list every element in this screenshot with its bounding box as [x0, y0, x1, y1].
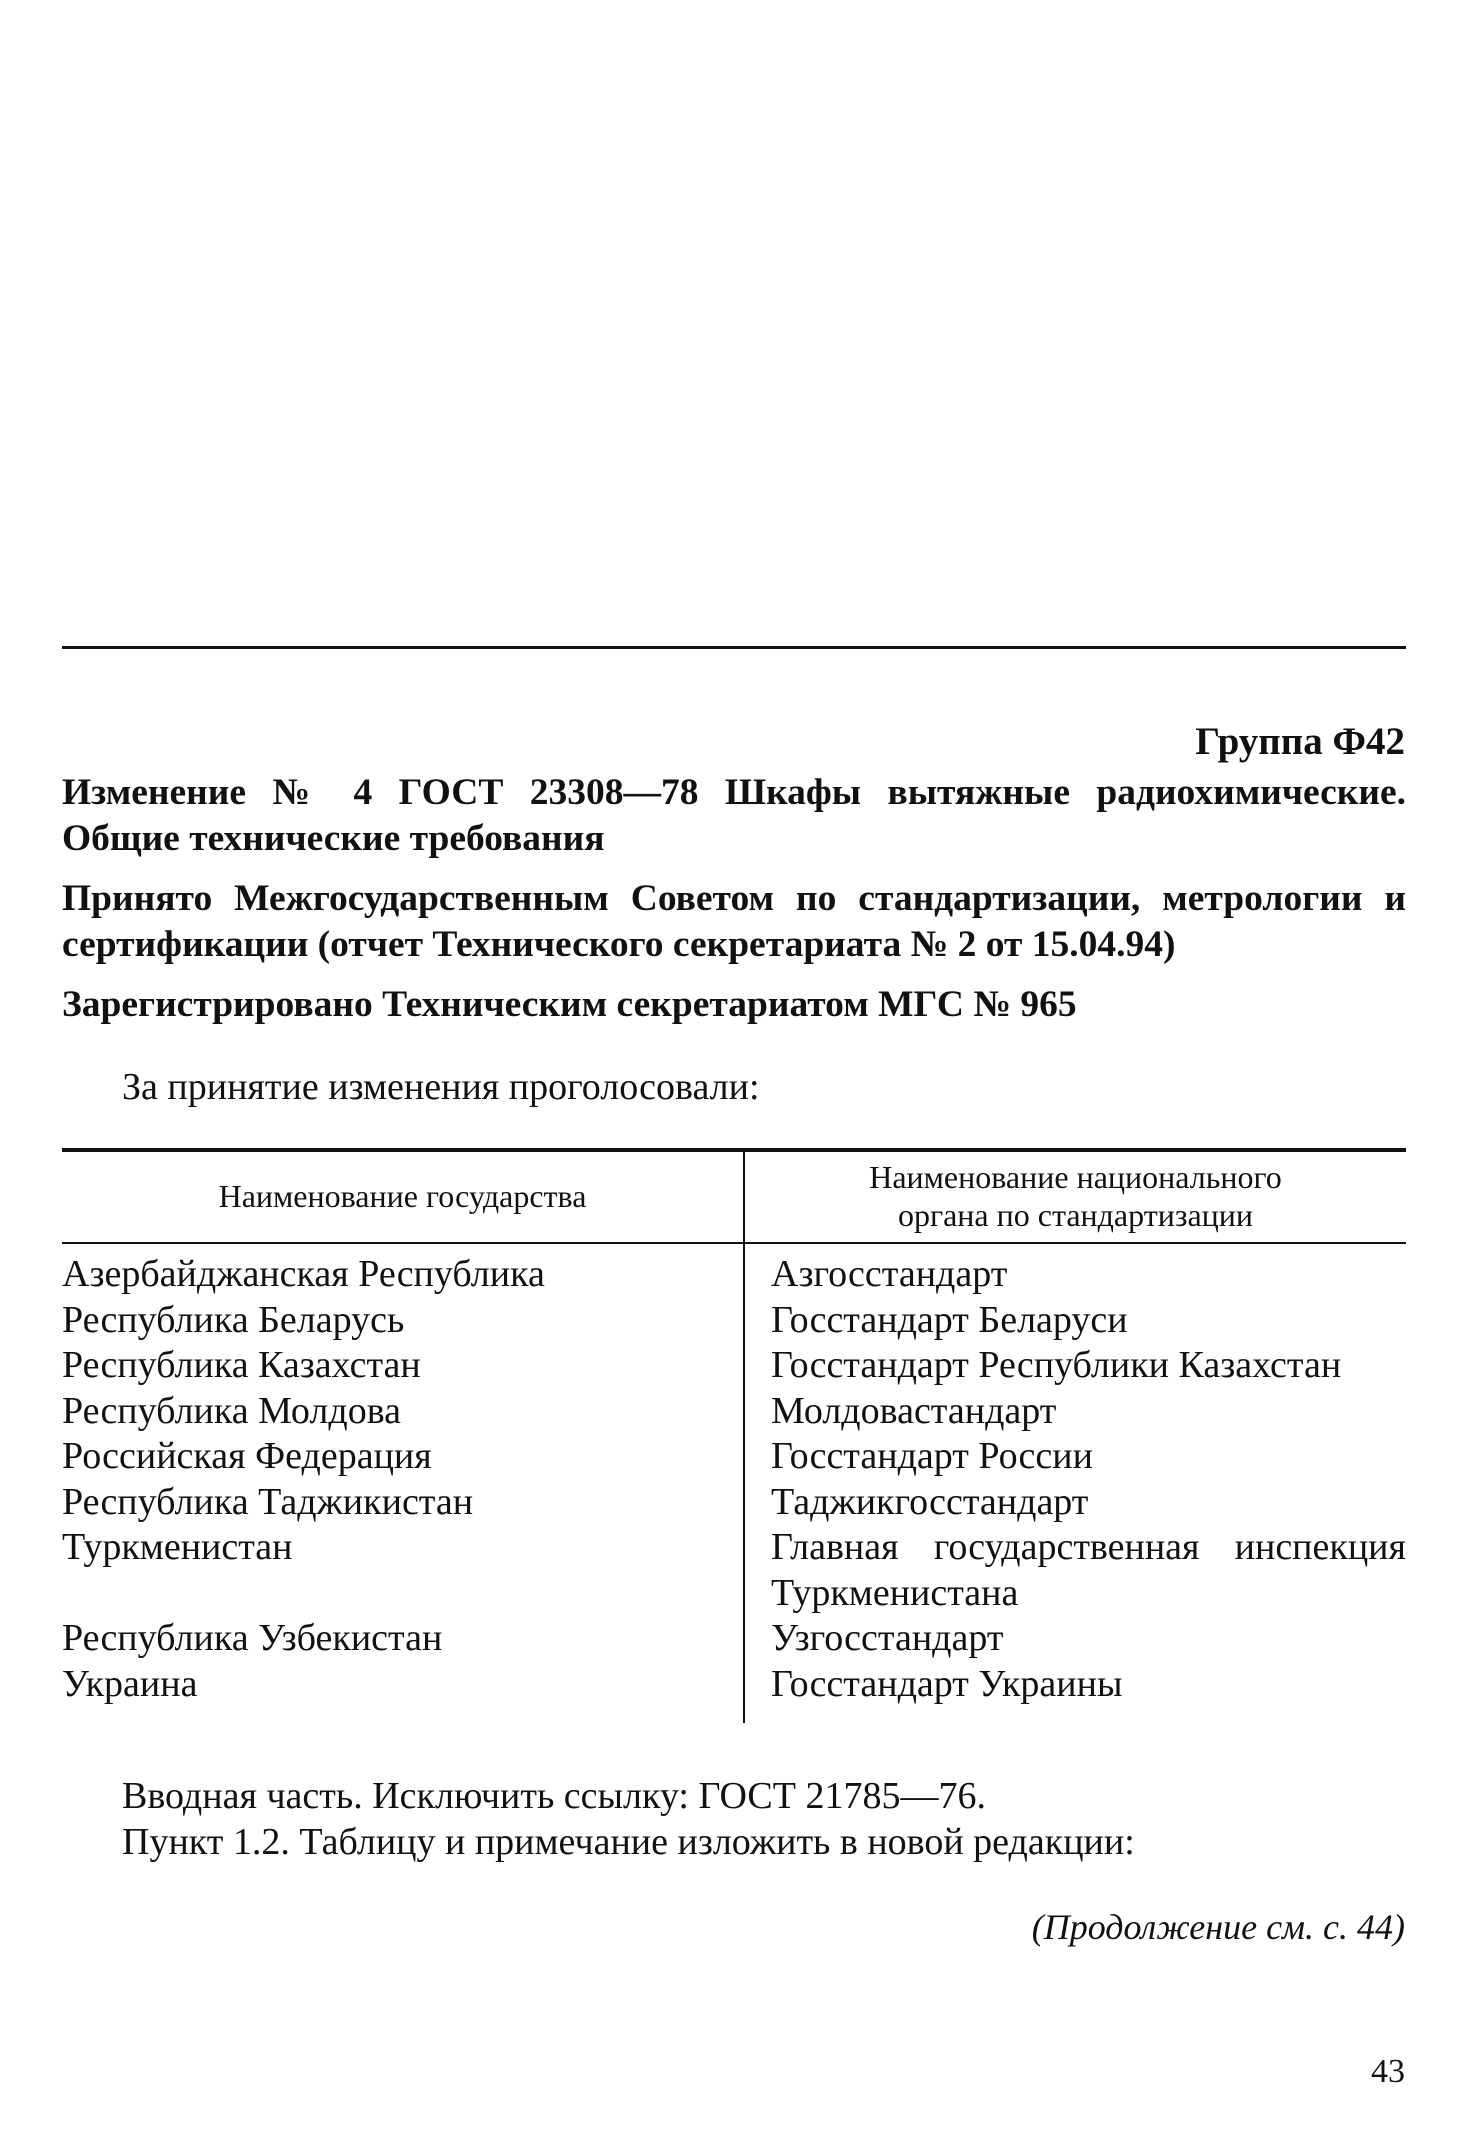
org-cell: Узгосстандарт	[771, 1617, 1004, 1659]
state-cell: Азербайджанская Республика	[62, 1243, 744, 1298]
body-paragraph-item: Пункт 1.2. Таблицу и примечание изложить в новой редакции:	[122, 1821, 1135, 1863]
group-label: Группа Ф42	[1195, 720, 1405, 763]
table-row	[62, 1298, 1406, 1344]
org-cell: Госстандарт Украины	[771, 1662, 1123, 1705]
amendment-title-line2: Общие технические требования	[62, 818, 605, 859]
table-row	[62, 1343, 1406, 1389]
org-cell: Молдовастандарт	[771, 1389, 1057, 1432]
page-number: 43	[1371, 2053, 1405, 2090]
amendment-title-line1: Изменение № 4 ГОСТ 23308—78 Шкафы вытяжные радиохимические.	[62, 772, 1406, 813]
table-row	[62, 1480, 1406, 1526]
state-cell: Республика Молдова	[62, 1389, 744, 1435]
org-cell: Азгосстандарт	[771, 1253, 1008, 1295]
adopted-statement-line2: сертификации (отчет Технического секретариата № 2 от 15.04.94)	[62, 924, 1176, 965]
voted-intro: За принятие изменения проголосовали:	[122, 1066, 760, 1108]
voting-states-table	[62, 1148, 1406, 1723]
table-row	[62, 1616, 1406, 1662]
header-org-line2: органа по стандартизации	[897, 1197, 1254, 1233]
state-cell: Российская Федерация	[62, 1434, 744, 1480]
table-row	[62, 1389, 1406, 1435]
state-cell: Республика Беларусь	[62, 1298, 744, 1344]
state-cell: Республика Узбекистан	[62, 1616, 744, 1662]
org-cell: Госстандарт Беларуси	[771, 1298, 1128, 1341]
header-org-line1: Наименование национального	[869, 1159, 1282, 1195]
org-cell: Госстандарт Республики Казахстан	[771, 1344, 1342, 1386]
header-org	[744, 1150, 1406, 1243]
state-cell: Республика Казахстан	[62, 1343, 744, 1389]
table-header-row	[62, 1150, 1406, 1243]
adopted-statement-line1: Принято Межгосударственным Советом по стандартизации, метрологии и	[62, 878, 1406, 919]
org-cell: Госстандарт России	[771, 1435, 1093, 1477]
adopted-statement	[62, 876, 1406, 968]
state-cell: Украина	[62, 1662, 744, 1724]
header-state: Наименование государства	[62, 1150, 744, 1243]
document-header	[62, 770, 1406, 1042]
continuation-note: (Продолжение см. с. 44)	[1031, 1907, 1405, 1947]
org-cell: Таджикгосстандарт	[771, 1480, 1089, 1523]
amendment-title	[62, 770, 1406, 862]
table-row	[62, 1243, 1406, 1298]
table-body	[62, 1243, 1406, 1723]
state-cell: Туркменистан	[62, 1525, 744, 1616]
registered-statement: Зарегистрировано Техническим секретариатом МГС № 965	[62, 984, 1077, 1025]
state-cell: Республика Таджикистан	[62, 1480, 744, 1526]
top-divider	[62, 646, 1406, 649]
org-cell: Главная государственная инспекция Туркменистана	[771, 1526, 1406, 1614]
table-row	[62, 1434, 1406, 1480]
body-text	[62, 1773, 1406, 1865]
table-row	[62, 1525, 1406, 1616]
body-paragraph-intro: Вводная часть. Исключить ссылку: ГОСТ 21785—76.	[122, 1775, 986, 1817]
table-row	[62, 1662, 1406, 1724]
